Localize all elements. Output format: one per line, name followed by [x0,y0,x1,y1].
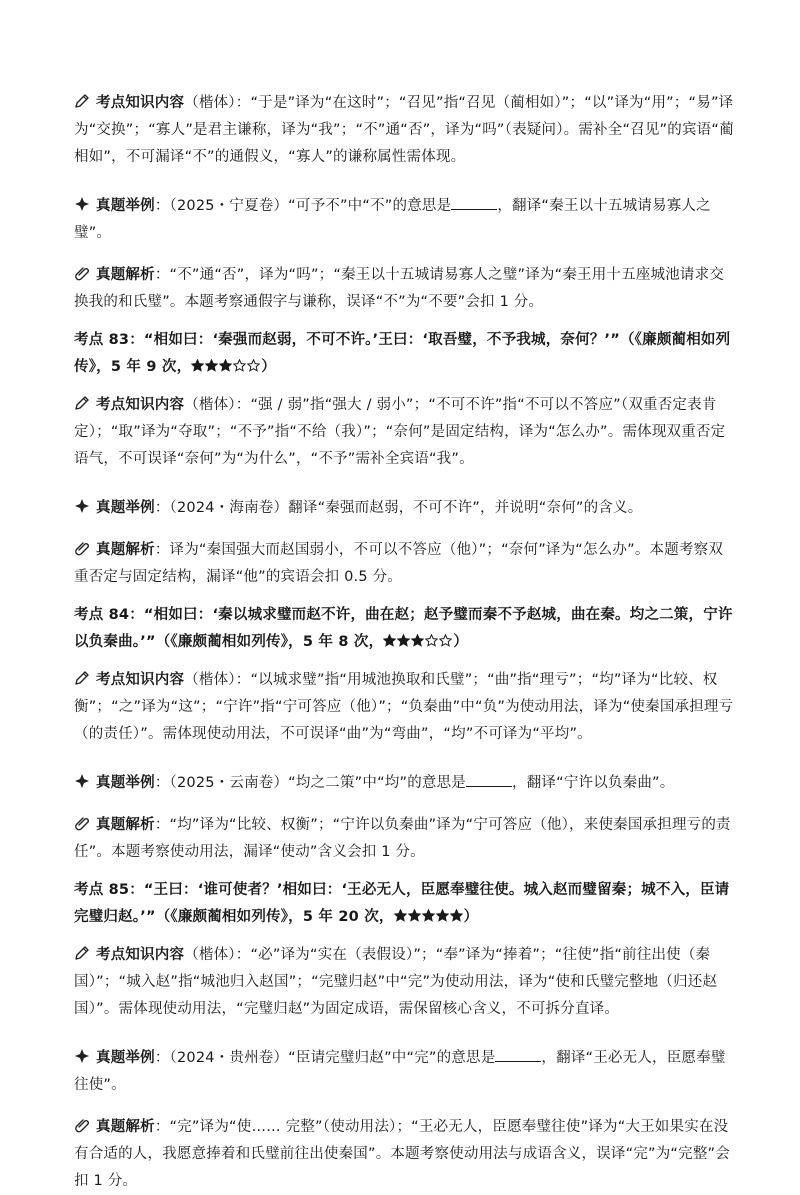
analysis-text: ：“不”通“否”，译为“吗”；“秦王以十五城请易寡人之璧”译为“秦王用十五座城池请求交换我的和氏璧”。本题考察通假字与谦称，误译“不”为“不要”会扣 1 分。 [74,267,725,310]
analysis-label: 真题解析 [96,1119,155,1135]
knowledge-block [74,942,734,1023]
pencil-icon [74,395,90,411]
star-outline-icon [247,359,260,372]
kaishu-note: （楷体） [184,947,236,963]
pencil-icon [74,93,90,109]
analysis-label: 真题解析 [96,542,155,558]
knowledge-block [74,90,734,171]
star-outline-icon [439,634,452,647]
example-block [74,770,734,797]
example-text-tail: ，翻译“秦王以十五城请易寡人之璧”。 [74,198,711,241]
analysis-text: ：“完”译为“使…… 完整”（使动用法）；“王必无人，臣愿奉璧往使”译为“大王如果实在没有合适的人，我愿意捧着和氏璧前往出使秦国”。本题考察使动用法与成语含义，误译“完”为“完整”会扣 1 分。 [74,1119,730,1189]
knowledge-text: ：“于是”译为“在这时”；“召见”指“召见（蔺相如）”；“以”译为“用”；“易”译为“交换”；“寡人”是君主谦称，译为“我”；“不”通“否”，译为“吗”（表疑问）。需补全“召见”的宾语“蔺相如”，不可漏译“不”的通假义，“寡人”的谦称属性需体现。 [74,95,734,165]
paperclip-icon [74,540,90,556]
analysis-label: 真题解析 [96,267,155,283]
example-block [74,495,734,522]
star-filled-icon [436,909,449,922]
example-label: 真题举例 [96,500,155,516]
example-text: ：（2025・宁夏卷）“可予不”中“不”的意思是 [154,198,452,214]
example-label: 真题举例 [96,198,155,214]
example-label: 真题举例 [96,1050,155,1066]
heading-tail: ） [453,634,469,650]
example-text: ：（2024・海南卷）翻译“秦强而赵弱，不可不许”，并说明“奈何”的含义。 [154,500,643,516]
analysis-block [74,262,734,316]
paperclip-icon [74,815,90,831]
knowledge-text: ：“强 / 弱”指“强大 / 弱小”；“不可不许”指“不可以不答应”（双重否定表肯定）；“取”译为“夺取”；“不予”指“不给（我）”；“奈何”是固定结构，译为“怎么办”。需体现双重否定语气，不可误译“奈何”为“为什么”，“不予”需补全宾语“我”。 [74,397,726,467]
star-filled-icon [383,634,396,647]
heading-text: 考点 84：“相如曰：‘秦以城求璧而赵不许，曲在赵；赵予璧而秦不予赵城，曲在秦。均之二策，宁许以负秦曲。’”（《廉颇蔺相如列传》，5 年 8 次， [74,607,733,650]
star-rating [394,909,464,925]
star-filled-icon [450,909,463,922]
diamond-bullet-icon [74,498,90,514]
knowledge-label: 考点知识内容 [96,95,185,111]
answer-blank [466,774,512,787]
heading-text: 考点 83：“相如曰：‘秦强而赵弱，不可不许。’王曰：‘取吾璧，不予我城，奈何？’”（《廉颇蔺相如列传》，5 年 9 次， [74,332,731,375]
heading-tail: ） [261,359,276,375]
kaishu-note: （楷体） [184,95,236,111]
example-text: ：（2025・云南卷）“均之二策”中“均”的意思是 [154,775,467,791]
star-rating [383,634,453,650]
knowledge-label: 考点知识内容 [96,397,185,413]
heading-tail: ） [463,909,479,925]
example-text: ：（2024・贵州卷）“臣请完璧归赵”中“完”的意思是 [154,1050,496,1066]
star-filled-icon [394,909,407,922]
knowledge-label: 考点知识内容 [96,947,185,963]
kaodian-85-heading [74,877,734,931]
kaodian-84-heading [74,602,734,656]
knowledge-block [74,667,734,748]
star-filled-icon [422,909,435,922]
star-rating [191,359,261,375]
kaishu-note: （楷体） [184,672,236,688]
example-text-tail: ，翻译“宁许以负秦曲”。 [512,775,675,791]
paperclip-icon [74,1117,90,1133]
analysis-block [74,812,734,866]
star-filled-icon [219,359,232,372]
diamond-bullet-icon [74,1048,90,1064]
heading-text: 考点 85：“王曰：‘谁可使者？’相如曰：‘王必无人，臣愿奉璧往使。城入赵而璧留秦；城不入，臣请完璧归赵。’”（《廉颇蔺相如列传》，5 年 20 次， [74,882,730,925]
pencil-icon [74,945,90,961]
example-block [74,1045,734,1099]
star-filled-icon [205,359,218,372]
example-label: 真题举例 [96,775,155,791]
star-outline-icon [425,634,438,647]
star-filled-icon [191,359,204,372]
document-page [74,90,734,1195]
answer-blank [495,1049,541,1062]
paperclip-icon [74,265,90,281]
analysis-label: 真题解析 [96,817,155,833]
answer-blank [451,197,497,210]
analysis-block [74,1114,734,1195]
kaishu-note: （楷体） [184,397,236,413]
example-text-tail: ，翻译“王必无人，臣愿奉璧往使”。 [74,1050,726,1093]
kaodian-83-heading [74,327,734,381]
analysis-text: ：“均”译为“比较、权衡”；“宁许以负秦曲”译为“宁可答应（他），来使秦国承担理亏的责任”。本题考察使动用法，漏译“使动”含义会扣 1 分。 [74,817,731,860]
analysis-text: ：译为“秦国强大而赵国弱小，不可以不答应（他）”；“奈何”译为“怎么办”。本题考察双重否定与固定结构，漏译“他”的宾语会扣 0.5 分。 [74,542,724,585]
example-block [74,193,734,247]
star-filled-icon [397,634,410,647]
star-outline-icon [233,359,246,372]
star-filled-icon [411,634,424,647]
star-filled-icon [408,909,421,922]
knowledge-text: ：“必”译为“实在（表假设）”；“奉”译为“捧着”；“往使”指“前往出使（秦国）”；“城入赵”指“城池归入赵国”；“完璧归赵”中“完”为使动用法，译为“使和氏璧完整地（归还赵国）”。需体现使动用法，“完璧归赵”为固定成语，需保留核心含义，不可拆分直译。 [74,947,718,1017]
knowledge-block [74,392,734,473]
diamond-bullet-icon [74,773,90,789]
analysis-block [74,537,734,591]
knowledge-text: ：“以城求璧”指“用城池换取和氏璧”；“曲”指“理亏”；“均”译为“比较、权衡”；“之”译为“这”；“宁许”指“宁可答应（他）”；“负秦曲”中“负”为使动用法，译为“使秦国承担理亏（的责任）”。需体现使动用法，不可误译“曲”为“弯曲”，“均”不可译为“平均”。 [74,672,734,742]
pencil-icon [74,670,90,686]
diamond-bullet-icon [74,196,90,212]
knowledge-label: 考点知识内容 [96,672,185,688]
